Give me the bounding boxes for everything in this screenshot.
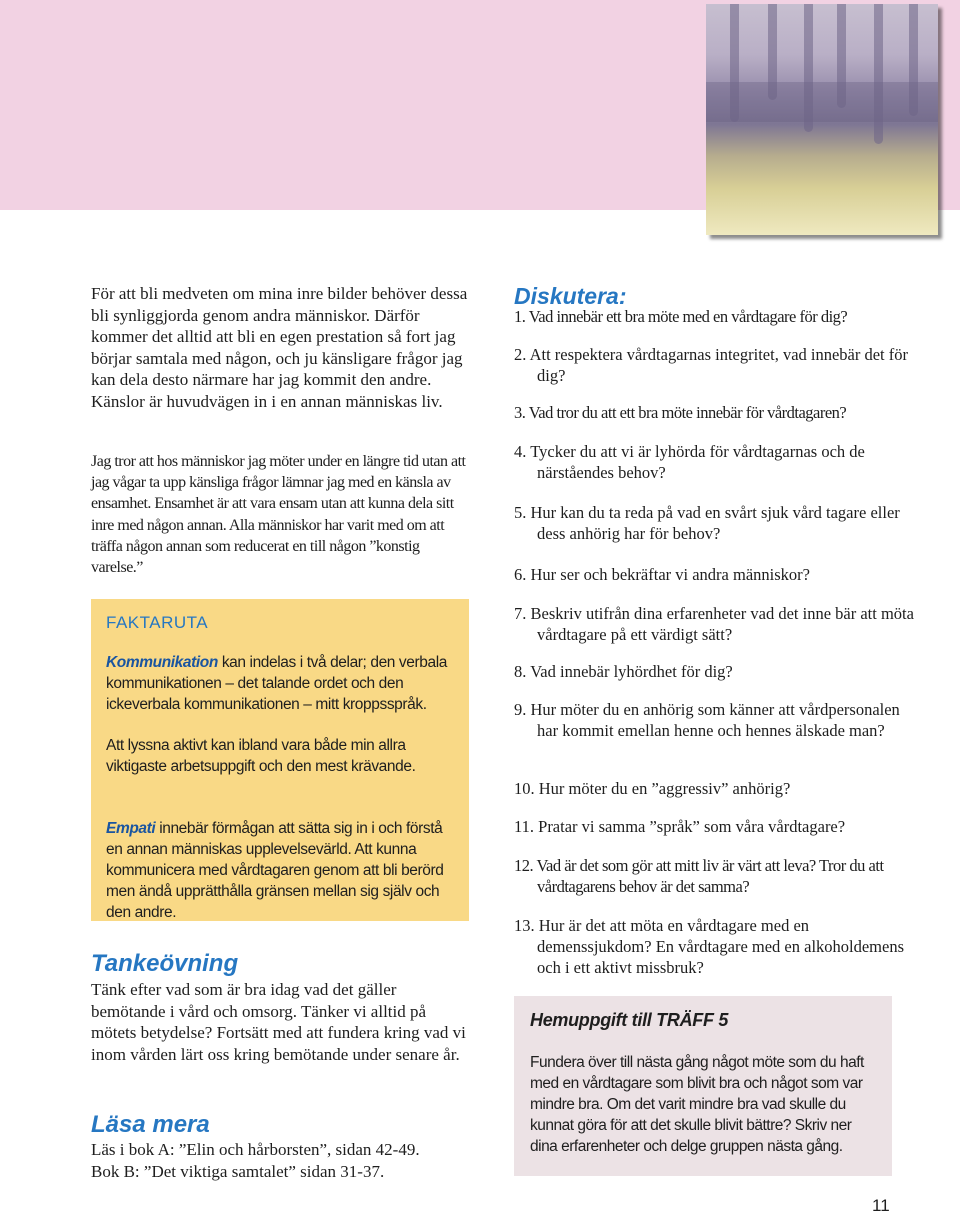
diskutera-heading: Diskutera: bbox=[514, 283, 627, 309]
lasa-mera-heading: Läsa mera bbox=[91, 1111, 210, 1138]
question-item: 1. Vad innebär ett bra möte med en vårdtagare för dig? bbox=[514, 307, 848, 326]
question-item: 6. Hur ser och bekräftar vi andra människor? bbox=[514, 565, 810, 584]
question-item: 3. Vad tror du att ett bra möte innebär för vårdtagaren? bbox=[514, 403, 847, 422]
keyword-kommunikation: Kommunikation bbox=[106, 654, 218, 671]
lasa-mera-text: Läs i bok A: ”Elin och hårborsten”, sidan 42-49. Bok B: ”Det viktiga samtalet” sidan 31-37. bbox=[91, 1140, 420, 1181]
faktaruta-empathy: Empati innebär förmågan att sätta sig in i och förstå en annan människas upplevelsevärld. Att kunna kommunicera med vårdtagaren genom att bli berörd men ändå upprätthålla gränsen mellan sig själv och den andre. bbox=[106, 820, 444, 921]
intro-paragraph: För att bli medveten om mina inre bilder behöver dessa bli synliggjorda genom andra människor. Därför kommer det alltid att bli en egen prestation så fort jag börjar samtala med någon, och ju känsligare frågor jag kan dela desto närmare har jag kommit den andre. Känslor är huvudvägen in i en annan människas liv. bbox=[91, 284, 468, 411]
question-item: 7. Beskriv utifrån dina erfarenheter vad det inne bär att möta vårdtagare på ett värdigt sätt? bbox=[514, 604, 914, 644]
faktaruta-listening: Att lyssna aktivt kan ibland vara både min allra viktigaste arbetsuppgift och den mest krävande. bbox=[106, 737, 416, 775]
faktaruta-box bbox=[91, 599, 469, 921]
faktaruta-communication: Kommunikation kan indelas i två delar; den verbala kommunikationen – det talande ordet och den ickeverbala kommunikationen – mitt kroppsspråk. bbox=[106, 654, 447, 713]
question-item: 2. Att respektera vårdtagarnas integritet, vad innebär det för dig? bbox=[514, 345, 909, 385]
question-item: 9. Hur möter du en anhörig som känner att vårdpersonalen har kommit emellan henne och hennes älskade man? bbox=[514, 700, 900, 740]
faktaruta-title: FAKTARUTA bbox=[106, 613, 209, 632]
page-number: 11 bbox=[872, 1196, 890, 1215]
loneliness-paragraph: Jag tror att hos människor jag möter under en längre tid utan att jag vågar ta upp känsliga frågor lämnar jag med en känsla av ensamhet. Ensamhet är att vara ensam utan att kunna dela sitt inre med någon annan. Alla människor har varit med om att träffa någon annan som reducerat en till någon ”konstig varelse.” bbox=[91, 453, 466, 577]
question-item: 13. Hur är det att möta en vårdtagare med en demenssjukdom? En vårdtagare med en alkoholdemens och i ett aktivt missbruk? bbox=[514, 916, 905, 977]
keyword-empati: Empati bbox=[106, 820, 156, 837]
hemuppgift-text: Fundera över till nästa gång något möte som du haft med en vårdtagare som blivit bra och något som var mindre bra. Om det varit mindre bra vad skulle du kunnat göra för att det skulle blivit bättre? Skriv ner dina erfarenheter och delge gruppen nästa gång. bbox=[530, 1054, 864, 1155]
question-item: 11. Pratar vi samma ”språk” som våra vårdtagare? bbox=[514, 817, 846, 836]
watercolor-illustration bbox=[706, 4, 938, 235]
tankeovning-text: Tänk efter vad som är bra idag vad det gäller bemötande i vård och omsorg. Tänker vi alltid på mötets betydelse? Fortsätt med att fundera kring vad vi inom vården lärt oss kring bemötande under senare år. bbox=[91, 980, 466, 1064]
question-item: 5. Hur kan du ta reda på vad en svårt sjuk vård tagare eller dess anhörig har för behov? bbox=[514, 503, 900, 543]
tankeovning-heading: Tankeövning bbox=[91, 950, 239, 977]
question-item: 10. Hur möter du en ”aggressiv” anhörig? bbox=[514, 779, 791, 798]
question-item: 12. Vad är det som gör att mitt liv är värt att leva? Tror du att vårdtagarens behov är det samma? bbox=[514, 856, 884, 896]
hemuppgift-box bbox=[514, 996, 892, 1176]
hemuppgift-title: Hemuppgift till TRÄFF 5 bbox=[530, 1010, 729, 1030]
question-item: 4. Tycker du att vi är lyhörda för vårdtagarnas och de närståendes behov? bbox=[514, 442, 865, 482]
question-item: 8. Vad innebär lyhördhet för dig? bbox=[514, 662, 733, 681]
